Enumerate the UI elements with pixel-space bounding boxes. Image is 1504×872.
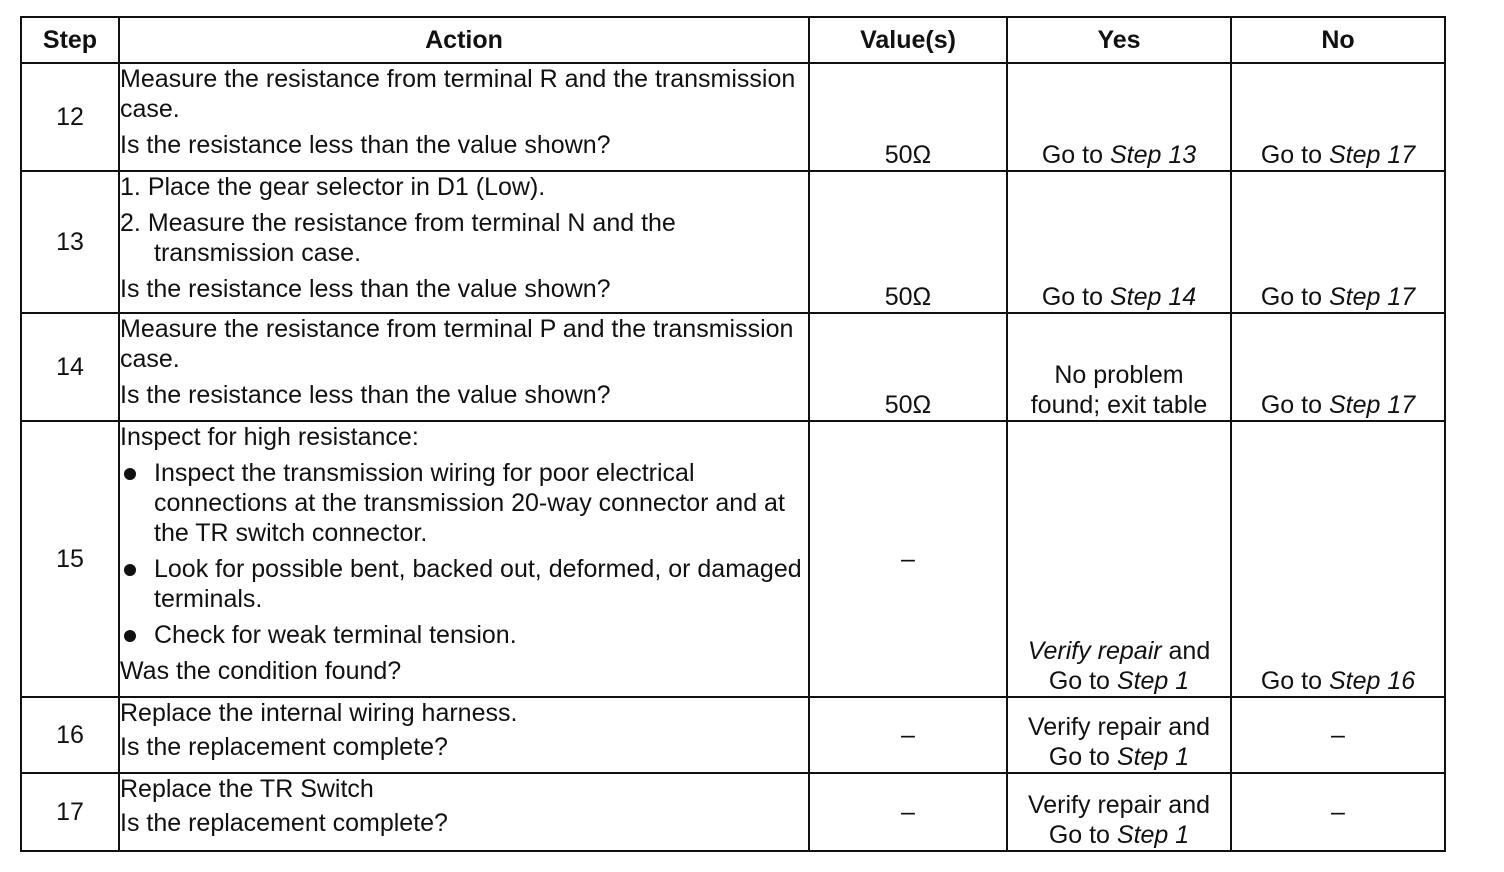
verify-repair-text: Verify repair [1027, 637, 1162, 665]
action-cell [119, 421, 809, 697]
yes-prefix: Go to [1041, 283, 1110, 311]
value-cell: 50Ω [809, 171, 1007, 313]
action-question: Is the resistance less than the value shown? [120, 381, 611, 409]
value-cell: 50Ω [809, 63, 1007, 171]
no-cell [1231, 313, 1445, 421]
step-number: 16 [21, 697, 119, 773]
action-cell [119, 697, 809, 773]
item-number: 1. [120, 173, 141, 201]
yes-cell [1007, 63, 1231, 171]
yes-cell [1007, 171, 1231, 313]
yes-step-ref: Step 13 [1109, 141, 1197, 169]
step-number: 17 [21, 773, 119, 851]
action-question: Was the condition found? [120, 657, 402, 685]
yes-step-ref: Step 1 [1116, 821, 1190, 849]
bullet-item [120, 554, 808, 614]
item-number: 2. [120, 209, 141, 237]
yes-and-text: and [1161, 637, 1211, 665]
yes-line: Verify repair and [1027, 791, 1211, 819]
action-text: Replace the internal wiring harness. [120, 699, 518, 727]
table-row [21, 421, 1445, 697]
header-values: Value(s) [809, 17, 1007, 63]
no-prefix: Go to [1260, 141, 1329, 169]
bullet-dot [124, 564, 136, 576]
yes-prefix: Go to [1041, 141, 1110, 169]
action-question: Is the resistance less than the value shown? [120, 131, 611, 159]
step-number: 15 [21, 421, 119, 697]
yes-step-ref: Step 1 [1116, 667, 1190, 695]
bullet-text: Look for possible bent, backed out, deformed, or damaged terminals. [154, 555, 802, 613]
yes-prefix: Go to [1048, 821, 1117, 849]
yes-line [1008, 820, 1230, 850]
value-cell: – [809, 421, 1007, 697]
no-step-ref: Step 17 [1328, 141, 1416, 169]
bullet-dot [124, 468, 136, 480]
no-prefix: Go to [1260, 283, 1329, 311]
step-number: 13 [21, 171, 119, 313]
header-yes: Yes [1007, 17, 1231, 63]
yes-step-ref: Step 14 [1109, 283, 1197, 311]
yes-line [1008, 742, 1230, 772]
table-row [21, 313, 1445, 421]
action-question: Is the resistance less than the value shown? [120, 275, 611, 303]
action-cell [119, 773, 809, 851]
no-cell: – [1231, 773, 1445, 851]
action-text: Replace the TR Switch [120, 775, 374, 803]
value-cell: 50Ω [809, 313, 1007, 421]
numbered-item [120, 172, 808, 202]
action-intro: Inspect for high resistance: [120, 423, 419, 451]
step-number: 14 [21, 313, 119, 421]
yes-cell: No problem found; exit table [1007, 313, 1231, 421]
header-no: No [1231, 17, 1445, 63]
header-row [21, 17, 1445, 63]
no-cell [1231, 171, 1445, 313]
no-cell [1231, 63, 1445, 171]
table-row [21, 773, 1445, 851]
action-text: Measure the resistance from terminal R and the transmission case. [120, 65, 796, 123]
action-question: Is the replacement complete? [120, 733, 448, 761]
yes-cell [1007, 773, 1231, 851]
table-row [21, 697, 1445, 773]
bullet-text: Inspect the transmission wiring for poor electrical connections at the transmission 20-way connector and at the TR switch connector. [154, 459, 785, 547]
no-prefix: Go to [1260, 391, 1329, 419]
action-cell [119, 63, 809, 171]
item-text: Place the gear selector in D1 (Low). [147, 173, 546, 201]
yes-prefix: Go to [1048, 667, 1117, 695]
yes-cell [1007, 697, 1231, 773]
action-cell [119, 313, 809, 421]
bullet-item [120, 620, 808, 650]
no-step-ref: Step 17 [1328, 283, 1416, 311]
yes-cell [1007, 421, 1231, 697]
table-row [21, 171, 1445, 313]
item-text: Measure the resistance from terminal N and the transmission case. [147, 209, 676, 267]
no-cell: – [1231, 697, 1445, 773]
header-action: Action [119, 17, 809, 63]
no-step-ref: Step 16 [1328, 667, 1416, 695]
value-cell: – [809, 773, 1007, 851]
action-question: Is the replacement complete? [120, 809, 448, 837]
bullet-dot [124, 630, 136, 642]
no-step-ref: Step 17 [1328, 391, 1416, 419]
action-text: Measure the resistance from terminal P and the transmission case. [120, 315, 794, 373]
yes-line: Verify repair and [1027, 713, 1211, 741]
yes-line [1008, 636, 1230, 666]
yes-prefix: Go to [1048, 743, 1117, 771]
bullet-item [120, 458, 808, 548]
value-cell: – [809, 697, 1007, 773]
step-number: 12 [21, 63, 119, 171]
no-cell [1231, 421, 1445, 697]
table-row [21, 63, 1445, 171]
bullet-text: Check for weak terminal tension. [154, 621, 517, 649]
numbered-item [120, 208, 808, 268]
action-cell [119, 171, 809, 313]
yes-line [1008, 666, 1230, 696]
no-prefix: Go to [1260, 667, 1329, 695]
diagnostic-table [20, 16, 1446, 852]
header-step: Step [21, 17, 119, 63]
yes-step-ref: Step 1 [1116, 743, 1190, 771]
